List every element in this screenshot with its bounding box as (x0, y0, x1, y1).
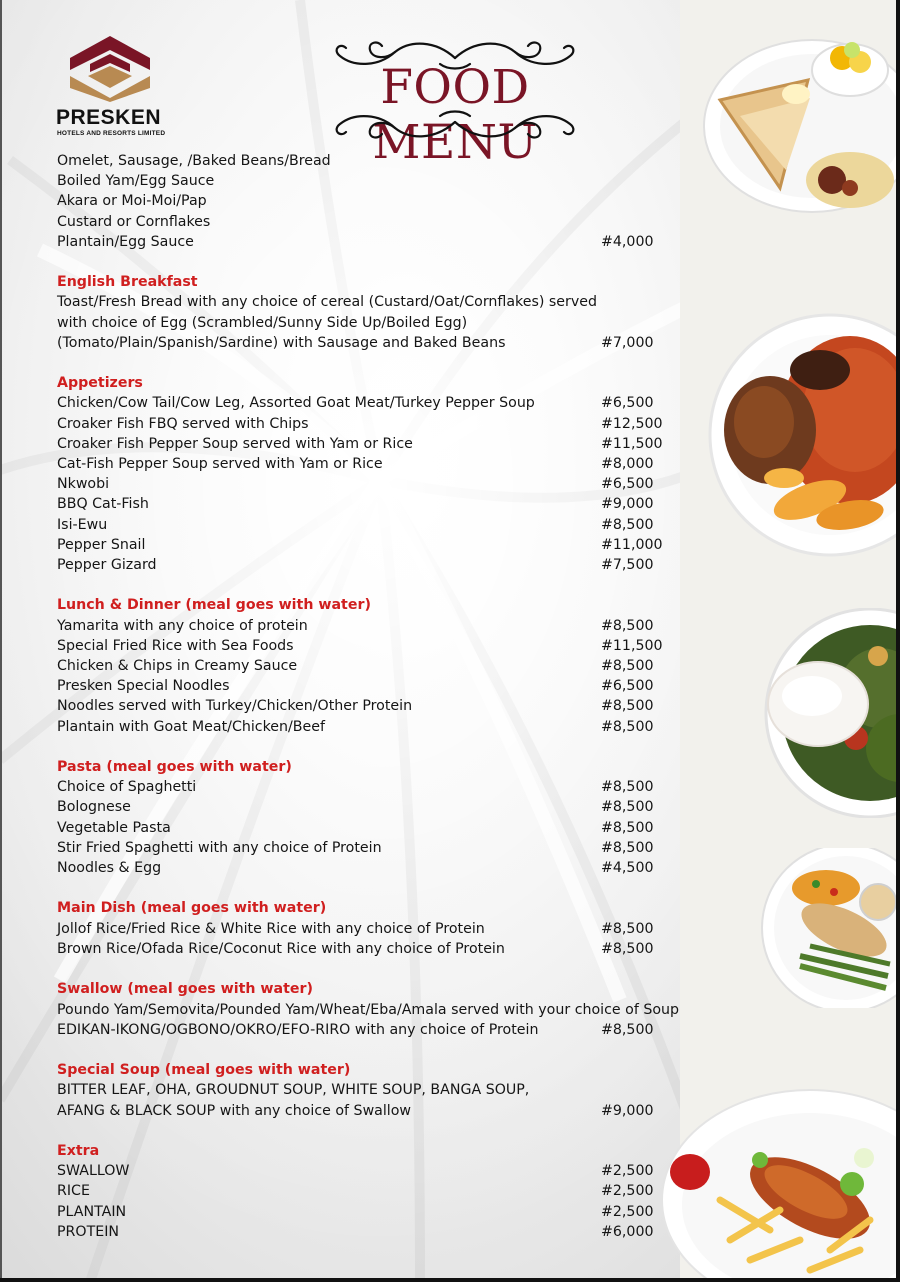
item-name: RICE (57, 1183, 90, 1200)
item-price: #11,500 (601, 435, 663, 452)
section-heading: Pasta (meal goes with water) (57, 759, 292, 776)
item-name: Chicken & Chips in Creamy Sauce (57, 658, 298, 675)
menu-item (57, 1161, 697, 1181)
item-price: #4,000 (601, 233, 654, 250)
item-name: BITTER LEAF, OHA, GROUDNUT SOUP, WHITE SOUP, BANGA SOUP, (57, 1082, 530, 1099)
menu-item (57, 191, 697, 211)
brand-subtitle: HOTELS AND RESORTS LIMITED (57, 130, 166, 137)
item-name: Choice of Spaghetti (57, 779, 197, 796)
item-name: Isi-Ewu (57, 516, 108, 533)
item-name: Cat-Fish Pepper Soup served with Yam or Rice (57, 456, 383, 473)
item-price: #8,500 (601, 617, 654, 634)
bottom-flourish-icon (300, 108, 610, 148)
item-name: Poundo Yam/Semovita/Pounded Yam/Wheat/Eba/Amala served with your choice of Soup (57, 1001, 680, 1018)
menu-item (57, 919, 697, 939)
menu-item (57, 858, 697, 878)
item-name: Boiled Yam/Egg Sauce (57, 173, 215, 190)
item-price: #8,500 (601, 698, 654, 715)
page-border-right (896, 0, 900, 1282)
menu-item (57, 1202, 697, 1222)
item-name: PROTEIN (57, 1223, 120, 1240)
item-price: #8,500 (601, 718, 654, 735)
item-price: #11,000 (601, 536, 663, 553)
item-price: #12,500 (601, 415, 663, 432)
menu-item (57, 616, 697, 636)
item-name: Nkwobi (57, 476, 110, 493)
item-price: #11,500 (601, 637, 663, 654)
item-price: #2,500 (601, 1203, 654, 1220)
menu-item (57, 494, 697, 514)
item-price: #6,500 (601, 678, 654, 695)
menu-item (57, 1181, 697, 1201)
menu-item (57, 292, 697, 312)
item-price: #8,500 (601, 779, 654, 796)
logo-mark-icon (70, 36, 150, 102)
item-price: #7,500 (601, 556, 654, 573)
menu-item (57, 696, 697, 716)
food-photo-swallow-soup (760, 608, 900, 818)
item-price: #9,000 (601, 496, 654, 513)
section-heading: Special Soup (meal goes with water) (57, 1062, 351, 1079)
menu-item (57, 797, 697, 817)
menu-item (57, 818, 697, 838)
item-name: Pepper Gizard (57, 556, 157, 573)
section-pasta (57, 757, 697, 878)
item-name: Stir Fried Spaghetti with any choice of Protein (57, 839, 382, 856)
section-heading: Lunch & Dinner (meal goes with water) (57, 597, 371, 614)
item-price: #6,000 (601, 1223, 654, 1240)
menu-item (57, 1101, 697, 1121)
page-border-left (0, 0, 2, 1282)
section-heading: Extra (57, 1143, 100, 1160)
item-price: #8,500 (601, 819, 654, 836)
item-name: SWALLOW (57, 1163, 130, 1180)
menu-item (57, 1000, 697, 1020)
item-name: Brown Rice/Ofada Rice/Coconut Rice with any choice of Protein (57, 940, 505, 957)
item-name: Pepper Snail (57, 536, 146, 553)
item-price: #2,500 (601, 1183, 654, 1200)
item-price: #8,500 (601, 920, 654, 937)
item-price: #8,500 (601, 516, 654, 533)
item-name: Omelet, Sausage, /Baked Beans/Bread (57, 153, 331, 169)
item-name: (Tomato/Plain/Spanish/Sardine) with Sausage and Baked Beans (57, 334, 506, 351)
menu-item (57, 676, 697, 696)
menu-item (57, 535, 697, 555)
menu-item (57, 777, 697, 797)
section-main-dish (57, 898, 697, 959)
menu-item (57, 1080, 697, 1100)
item-name: Bolognese (57, 799, 131, 816)
menu-title-block (300, 38, 610, 170)
section-special-soup (57, 1060, 697, 1121)
food-photo-breakfast (700, 20, 900, 220)
menu-item (57, 474, 697, 494)
menu-item (57, 212, 697, 232)
page-title: FOOD MENU (372, 60, 538, 170)
item-name: Plantain with Goat Meat/Chicken/Beef (57, 718, 325, 735)
item-name: with choice of Egg (Scrambled/Sunny Side Up/Boiled Egg) (57, 314, 468, 331)
section-appetizers (57, 373, 697, 575)
item-name: Yamarita with any choice of protein (57, 617, 308, 634)
item-price: #6,500 (601, 476, 654, 493)
section-swallow (57, 979, 697, 1040)
section-extra (57, 1141, 697, 1242)
item-name: Custard or Cornflakes (57, 213, 211, 230)
menu-item (57, 454, 697, 474)
menu-item (57, 151, 697, 171)
item-price: #6,500 (601, 395, 654, 412)
item-price: #8,500 (601, 799, 654, 816)
item-name: AFANG & BLACK SOUP with any choice of Swallow (57, 1102, 412, 1119)
menu-item (57, 171, 697, 191)
item-name: Akara or Moi-Moi/Pap (57, 193, 207, 210)
item-name: Croaker Fish FBQ served with Chips (57, 415, 309, 432)
item-name: Noodles served with Turkey/Chicken/Other Protein (57, 698, 413, 715)
item-price: #7,000 (601, 334, 654, 351)
section-lunch-dinner (57, 595, 697, 736)
section-heading: Swallow (meal goes with water) (57, 981, 313, 998)
item-price: #8,500 (601, 940, 654, 957)
menu-item (57, 393, 697, 413)
section-heading: Main Dish (meal goes with water) (57, 900, 327, 917)
item-name: Noodles & Egg (57, 860, 162, 876)
item-price: #2,500 (601, 1163, 654, 1180)
section-heading: English Breakfast (57, 274, 198, 291)
menu-item (57, 656, 697, 676)
menu-item (57, 333, 697, 353)
section-english-breakfast (57, 272, 697, 353)
item-price: #8,000 (601, 456, 654, 473)
page-border-bottom (0, 1278, 900, 1282)
menu-item (57, 232, 697, 252)
menu-item (57, 838, 697, 858)
item-name: Special Fried Rice with Sea Foods (57, 637, 294, 654)
item-name: Plantain/Egg Sauce (57, 233, 194, 250)
menu-item (57, 1020, 697, 1040)
menu-item (57, 717, 697, 737)
item-price: #9,000 (601, 1102, 654, 1119)
item-name: Jollof Rice/Fried Rice & White Rice with any choice of Protein (57, 920, 485, 937)
item-price: #8,500 (601, 658, 654, 675)
menu-item (57, 1222, 697, 1242)
menu-list (57, 151, 697, 1262)
item-name: PLANTAIN (57, 1203, 127, 1220)
item-price: #4,500 (601, 860, 654, 876)
item-name: Vegetable Pasta (57, 819, 171, 836)
menu-item (57, 555, 697, 575)
menu-item (57, 636, 697, 656)
section-breakfast (57, 151, 697, 252)
item-name: Croaker Fish Pepper Soup served with Yam or Rice (57, 435, 413, 452)
menu-item (57, 313, 697, 333)
section-heading: Appetizers (57, 375, 143, 392)
item-name: BBQ Cat-Fish (57, 496, 149, 513)
food-photo-grilled-fish (760, 848, 900, 1008)
item-name: Toast/Fresh Bread with any choice of cereal (Custard/Oat/Cornflakes) served (57, 294, 597, 311)
brand-name: PRESKEN (56, 106, 162, 129)
menu-item (57, 939, 697, 959)
menu-item (57, 414, 697, 434)
item-name: Chicken/Cow Tail/Cow Leg, Assorted Goat Meat/Turkey Pepper Soup (57, 395, 535, 412)
menu-item (57, 434, 697, 454)
item-price: #8,500 (601, 839, 654, 856)
item-name: Presken Special Noodles (57, 678, 230, 695)
item-name: EDIKAN-IKONG/OGBONO/OKRO/EFO-RIRO with any choice of Protein (57, 1021, 539, 1038)
food-photo-jollof (700, 300, 900, 570)
menu-item (57, 515, 697, 535)
item-price: #8,500 (601, 1021, 654, 1038)
